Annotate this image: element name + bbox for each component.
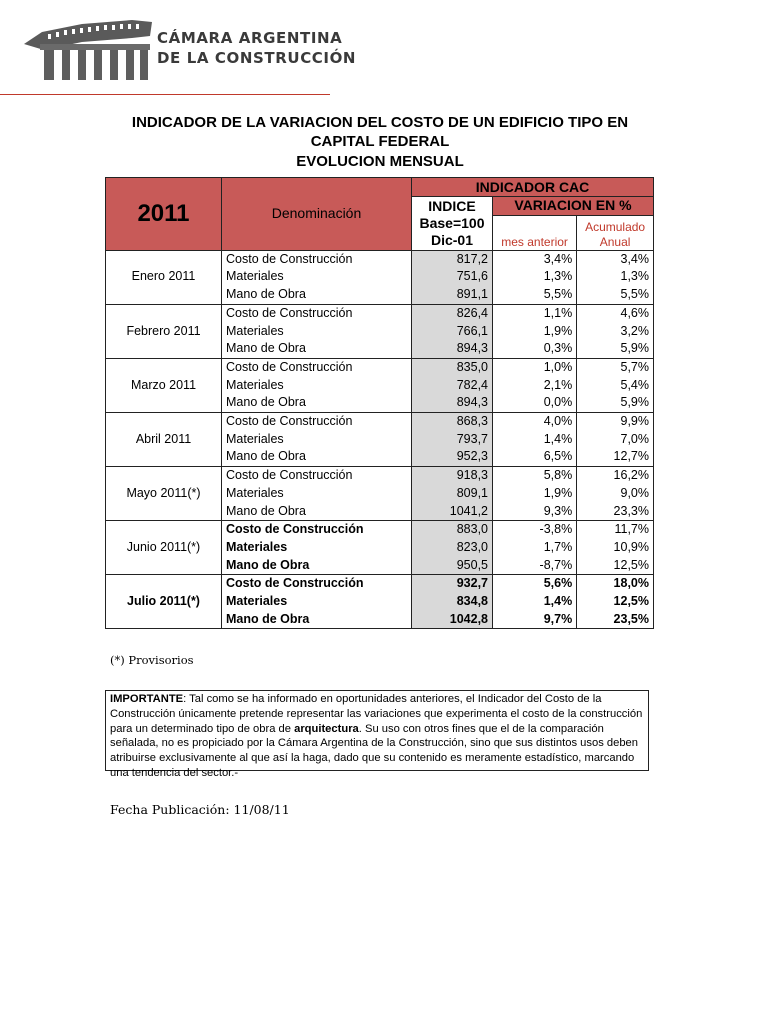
denominacion-header: Denominación xyxy=(222,178,412,251)
header-rule xyxy=(0,94,330,95)
page-title xyxy=(100,113,660,151)
mes-anterior-cell: 2,1% xyxy=(493,377,577,395)
name-cell: Mano de Obra xyxy=(222,340,412,358)
name-cell: Mano de Obra xyxy=(222,286,412,304)
mes-anterior-cell: 1,9% xyxy=(493,485,577,503)
table-row xyxy=(106,413,654,431)
aqueduct-logo-icon xyxy=(22,14,154,84)
mes-anterior-cell: -3,8% xyxy=(493,521,577,539)
note-text-1: : Tal como se ha informado en oportunidades anteriores, el Indicador del Costo de la Construcción únicamente pretende representar las variaciones que experimenta el costo de la construcción para un determinado tipo de obra de xyxy=(110,693,643,735)
acumulado-cell: 12,7% xyxy=(577,448,654,466)
index-cell: 894,3 xyxy=(412,394,493,412)
acumulado-cell: 1,3% xyxy=(577,268,654,286)
index-cell: 782,4 xyxy=(412,377,493,395)
index-cell: 868,3 xyxy=(412,413,493,431)
name-cell: Materiales xyxy=(226,377,284,392)
page-subtitle: EVOLUCION MENSUAL xyxy=(296,153,464,170)
name-cell: Materiales xyxy=(226,431,284,446)
mes-anterior-cell: 1,4% xyxy=(493,431,577,449)
index-cell: 918,3 xyxy=(412,467,493,485)
org-line-1: CÁMARA ARGENTINA xyxy=(157,29,343,47)
acumulado-label: Acumulado xyxy=(585,219,646,234)
mes-anterior-cell: 4,0% xyxy=(493,413,577,431)
index-cell: 1042,8 xyxy=(412,611,493,629)
variacion-header: VARIACION EN % xyxy=(493,197,654,216)
acumulado-cell: 23,5% xyxy=(577,611,654,629)
index-cell: 809,1 xyxy=(412,485,493,503)
name-cell: Materiales xyxy=(226,485,284,500)
acumulado-cell: 16,2% xyxy=(577,467,654,485)
index-cell: 1041,2 xyxy=(412,503,493,521)
cost-index-table xyxy=(105,177,654,629)
acumulado-cell: 9,9% xyxy=(577,413,654,431)
acumulado-cell: 12,5% xyxy=(577,557,654,575)
important-note xyxy=(105,690,649,779)
mes-anterior-cell: 1,3% xyxy=(493,268,577,286)
name-cell: Costo de Construcción xyxy=(222,467,412,485)
anual-label: Anual xyxy=(599,234,631,249)
table-row xyxy=(106,304,654,322)
name-cell: Mano de Obra xyxy=(222,503,412,521)
name-cell: Mano de Obra xyxy=(222,394,412,412)
note-bold-word: arquitectura xyxy=(294,722,359,735)
acumulado-cell: 12,5% xyxy=(577,593,654,611)
mes-anterior-cell: 1,7% xyxy=(493,539,577,557)
publication-date: Fecha Publicación: 11/08/11 xyxy=(110,802,290,817)
organization-name xyxy=(157,28,356,68)
mes-anterior-cell: 1,9% xyxy=(493,323,577,341)
index-cell: 793,7 xyxy=(412,431,493,449)
acumulado-cell: 3,2% xyxy=(577,323,654,341)
provisorios-note: (*) Provisorios xyxy=(110,653,194,667)
index-cell: 894,3 xyxy=(412,340,493,358)
month-cell: Febrero 2011 xyxy=(106,304,222,358)
acumulado-cell: 10,9% xyxy=(577,539,654,557)
indicador-header: INDICADOR CAC xyxy=(412,178,654,197)
note-text-2: . Su uso con otros fines que el de la comparación señalada, no es propiciado por la Cámara Argentina de la Construcción, sino que sus distintos usos deben atribuirse exclusivamente al que así la haga, dado que su contenido es meramente estadístico, marcando una tendencia del sector.- xyxy=(110,722,639,779)
acumulado-cell: 3,4% xyxy=(577,250,654,268)
acumulado-cell: 9,0% xyxy=(577,485,654,503)
year-header: 2011 xyxy=(106,178,222,251)
name-cell: Costo de Construcción xyxy=(222,250,412,268)
table-row xyxy=(106,358,654,376)
month-cell: Junio 2011(*) xyxy=(106,521,222,575)
name-cell: Costo de Construcción xyxy=(222,521,412,539)
mes-anterior-cell: 5,5% xyxy=(493,286,577,304)
name-cell: Materiales xyxy=(226,594,288,609)
table-row xyxy=(106,575,654,593)
name-cell: Materiales xyxy=(226,269,284,284)
name-cell: Costo de Construcción xyxy=(222,413,412,431)
title-line-2: CAPITAL FEDERAL xyxy=(310,133,450,150)
mes-anterior-header: mes anterior xyxy=(493,215,577,250)
name-cell: Costo de Construcción xyxy=(222,304,412,322)
acumulado-cell: 5,9% xyxy=(577,394,654,412)
month-cell: Marzo 2011 xyxy=(106,358,222,412)
name-cell: Materiales xyxy=(226,323,284,338)
mes-anterior-cell: 1,4% xyxy=(493,593,577,611)
table-row xyxy=(106,250,654,268)
mes-anterior-cell: 3,4% xyxy=(493,250,577,268)
acumulado-cell: 7,0% xyxy=(577,431,654,449)
mes-anterior-cell: 0,3% xyxy=(493,340,577,358)
acumulado-cell: 4,6% xyxy=(577,304,654,322)
mes-anterior-cell: 9,7% xyxy=(493,611,577,629)
mes-anterior-cell: 9,3% xyxy=(493,503,577,521)
title-line-1: INDICADOR DE LA VARIACION DEL COSTO DE UN EDIFICIO TIPO EN xyxy=(131,114,629,131)
acumulado-cell: 5,5% xyxy=(577,286,654,304)
indice-header xyxy=(412,197,493,251)
name-cell: Costo de Construcción xyxy=(222,575,412,593)
table-row xyxy=(106,521,654,539)
index-cell: 766,1 xyxy=(412,323,493,341)
indice-label: INDICE xyxy=(428,197,476,214)
index-cell: 950,5 xyxy=(412,557,493,575)
acumulado-cell: 23,3% xyxy=(577,503,654,521)
index-cell: 751,6 xyxy=(412,268,493,286)
index-cell: 834,8 xyxy=(412,593,493,611)
table-row xyxy=(106,467,654,485)
dic-label: Dic-01 xyxy=(430,231,474,248)
mes-anterior-cell: 1,0% xyxy=(493,358,577,376)
acumulado-cell: 18,0% xyxy=(577,575,654,593)
mes-anterior-cell: 5,8% xyxy=(493,467,577,485)
index-cell: 826,4 xyxy=(412,304,493,322)
mes-anterior-cell: 5,6% xyxy=(493,575,577,593)
org-line-2: DE LA CONSTRUCCIÓN xyxy=(157,49,357,67)
index-cell: 932,7 xyxy=(412,575,493,593)
index-cell: 817,2 xyxy=(412,250,493,268)
name-cell: Mano de Obra xyxy=(222,448,412,466)
index-cell: 823,0 xyxy=(412,539,493,557)
acumulado-header xyxy=(577,215,654,250)
name-cell: Mano de Obra xyxy=(222,557,412,575)
name-cell: Materiales xyxy=(226,539,288,554)
name-cell: Costo de Construcción xyxy=(222,358,412,376)
mes-anterior-cell: 0,0% xyxy=(493,394,577,412)
index-cell: 891,1 xyxy=(412,286,493,304)
month-cell: Enero 2011 xyxy=(106,250,222,304)
note-label: IMPORTANTE xyxy=(110,693,184,705)
index-cell: 835,0 xyxy=(412,358,493,376)
month-cell: Abril 2011 xyxy=(106,413,222,467)
acumulado-cell: 11,7% xyxy=(577,521,654,539)
mes-anterior-cell: 6,5% xyxy=(493,448,577,466)
index-cell: 952,3 xyxy=(412,448,493,466)
month-cell: Mayo 2011(*) xyxy=(106,467,222,521)
mes-anterior-cell: 1,1% xyxy=(493,304,577,322)
month-cell: Julio 2011(*) xyxy=(106,575,222,629)
acumulado-cell: 5,7% xyxy=(577,358,654,376)
index-cell: 883,0 xyxy=(412,521,493,539)
acumulado-cell: 5,4% xyxy=(577,377,654,395)
base-label: Base=100 xyxy=(419,214,485,231)
name-cell: Mano de Obra xyxy=(222,611,412,629)
acumulado-cell: 5,9% xyxy=(577,340,654,358)
mes-anterior-cell: -8,7% xyxy=(493,557,577,575)
